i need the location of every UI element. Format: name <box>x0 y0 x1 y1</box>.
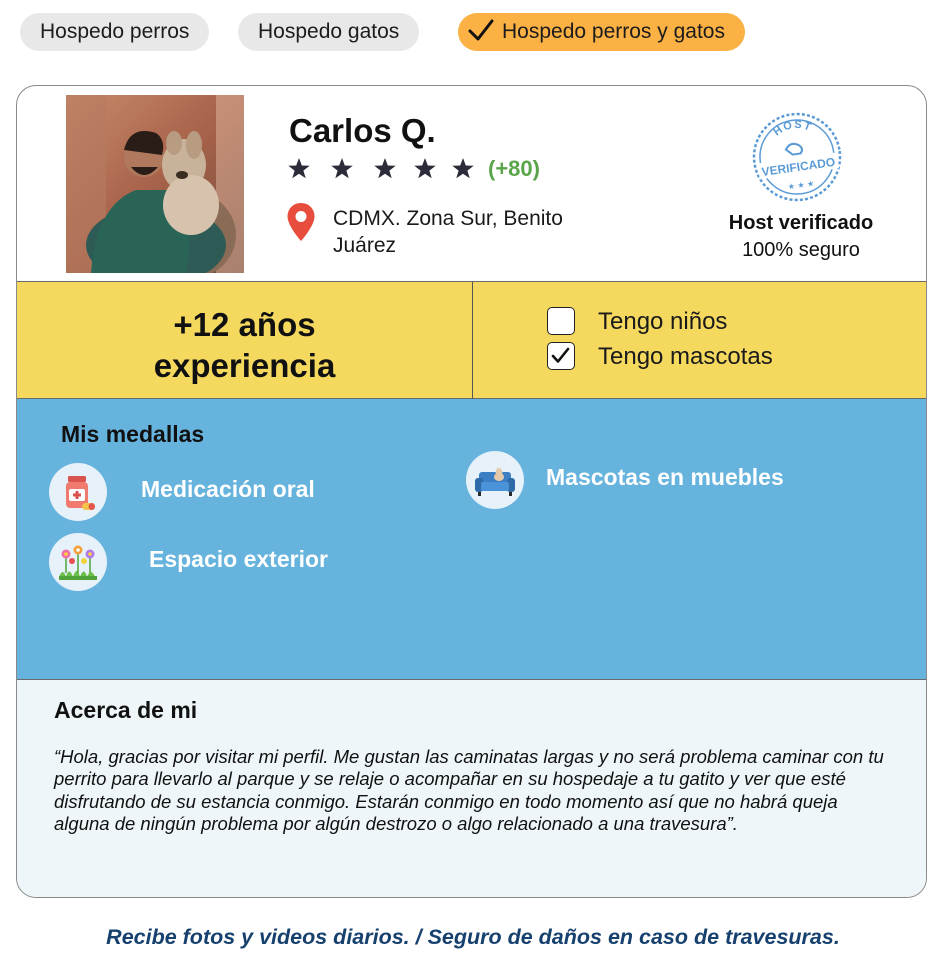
host-name: Carlos Q. <box>289 112 436 149</box>
footer-note: Recibe fotos y videos diarios. / Seguro de daños en caso de travesuras. <box>106 925 840 949</box>
star-icon <box>414 158 435 178</box>
checkmark-icon <box>468 18 494 42</box>
medals-section <box>17 399 927 680</box>
location-pin-icon <box>286 202 316 242</box>
experience-badge <box>57 304 432 386</box>
filter-chip-cats[interactable] <box>238 13 419 51</box>
star-icon <box>374 158 395 178</box>
star-icon <box>331 158 352 178</box>
about-title: Acerca de mi <box>54 697 198 723</box>
stamp-top-text: HOST <box>771 118 814 139</box>
about-section <box>17 680 927 898</box>
experience-label: experiencia <box>153 347 336 384</box>
filter-chip-label: Hospedo perros <box>40 20 190 43</box>
medal-label: Mascotas en muebles <box>546 464 784 490</box>
verified-stamp-icon <box>747 110 847 205</box>
filter-chip-dogs-and-cats[interactable] <box>458 13 745 51</box>
checkbox-label: Tengo mascotas <box>598 343 773 370</box>
host-with-dog-photo <box>66 95 244 273</box>
star-icon <box>288 158 309 178</box>
filter-chip-dogs[interactable] <box>20 13 209 51</box>
about-text: “Hola, gracias por visitar mi perfil. Me gustan las caminatas largas y no será problema caminar con tu perrito para llevarlo al parque y se relaje o acompañar en su hospedaje a tu gatito y ver que esté disfrutando de su estancia conmigo. Estarán conmigo en todo momento así que no habrá queja alguna de ningún problema por algún destrozo o algo relacionado a una travesura”. <box>54 746 884 834</box>
checkmark-icon <box>548 343 573 368</box>
divider <box>472 282 473 400</box>
svg-text:★ ★ ★: ★ ★ ★ <box>787 178 815 192</box>
rating-stars <box>287 156 482 186</box>
host-location: CDMX. Zona Sur, Benito Juárez <box>333 207 563 257</box>
medals-title: Mis medallas <box>61 421 205 447</box>
host-card <box>16 85 927 898</box>
medal-label: Medicación oral <box>141 476 315 502</box>
filter-chip-label: Hospedo perros y gatos <box>502 20 725 43</box>
experience-row <box>17 281 927 399</box>
checkbox-checked[interactable] <box>547 342 575 370</box>
medal-label: Espacio exterior <box>149 546 328 572</box>
star-icon <box>452 158 473 178</box>
verified-subtitle: 100% seguro <box>742 239 860 261</box>
checkbox-label: Tengo niños <box>598 308 728 335</box>
rating-count: (+80) <box>488 156 540 181</box>
stamp-main-text: VERIFICADO <box>760 154 837 179</box>
host-photo[interactable] <box>66 95 244 273</box>
sofa-icon <box>466 451 524 509</box>
verified-title: Host verificado <box>728 212 874 234</box>
garden-flowers-icon <box>49 533 107 591</box>
experience-years: +12 años <box>173 306 316 343</box>
filter-chip-label: Hospedo gatos <box>258 20 400 43</box>
medicine-bottle-icon <box>49 463 107 521</box>
checkbox-empty[interactable] <box>547 307 575 335</box>
